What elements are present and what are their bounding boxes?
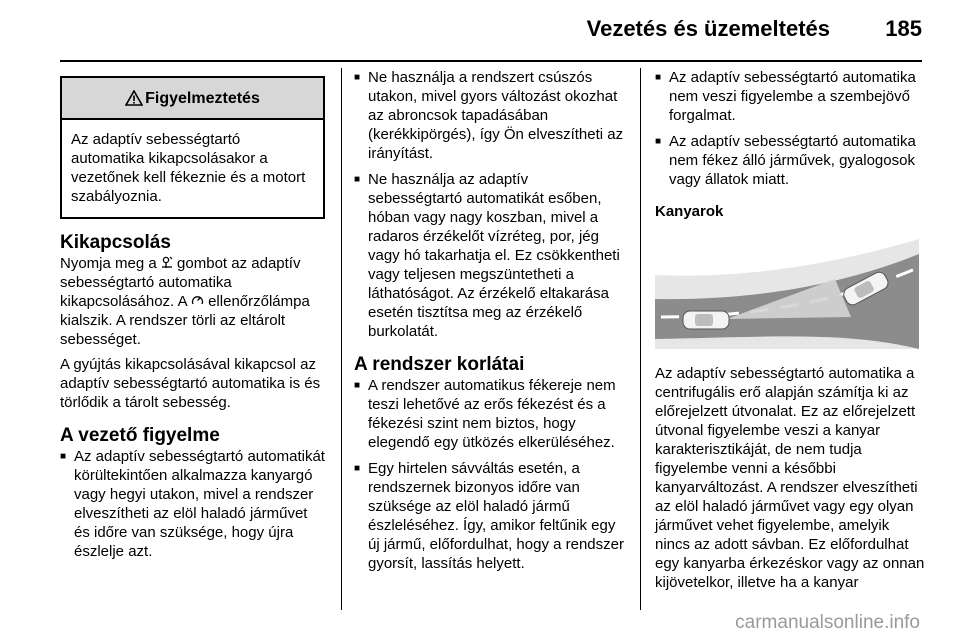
list-item: ■ Az adaptív sebességtartó automatika nem fékez álló járművek, gyalogosok vagy állatok miatt. — [655, 132, 925, 189]
warning-heading: Figyelmeztetés — [145, 89, 260, 107]
section-heading-rendszer-korlatai: A rendszer korlátai — [354, 354, 525, 375]
list-item: ■ Az adaptív sebességtartó automatikát körültekintően alkalmazza kanyargó vagy hegyi utakon, mivel a rendszer elveszítheti az elöl haladó járművet és időre van szüksége, hogy újra észlelje azt. — [60, 447, 325, 561]
header-rule — [60, 60, 922, 62]
section-heading-kikapcsolas: Kikapcsolás — [60, 232, 171, 253]
column-3 — [655, 68, 925, 592]
column-divider — [341, 68, 342, 610]
kikapcsolas-paragraph-1 — [60, 254, 325, 349]
page-title: Vezetés és üzemeltetés — [586, 16, 830, 41]
page-header — [0, 16, 922, 46]
kikapcsolas-paragraph-2: A gyújtás kikapcsolásával kikapcsol az adaptív sebességtartó automatika is és törlődik a tárolt sebesség. — [60, 356, 321, 411]
list-item: ■ Ne használja az adaptív sebességtartó automatikát esőben, hóban vagy nagy koszban, mivel a radaros érzékelőt vízréteg, por, jég vagy hó takarhatja el. Ez csökkentheti vagy teljesen megszüntetheti a láthatóságot. Az érzékelő eltakarása esetén tisztítsa meg az érzékelő burkolatát. — [354, 170, 624, 341]
korlatai-bullet-list — [354, 376, 624, 573]
text-fragment: gombot az adaptív sebességtartó automatika kikapcsolásához. A — [60, 255, 301, 310]
list-item: ■ Ne használja a rendszert csúszós utakon, mivel gyors változást okozhat az abroncsok tapadásában (kerékkipörgés), így Ön elveszítheti az irányítást. — [354, 68, 624, 163]
kanyarok-paragraph: Az adaptív sebességtartó automatika a centrifugális erő alapján számítja ki az előrejelzett útvonalat. Ez az előrejelzett útvonal figyelembe veszi a kanyar karakterisztikáját, de nem tudja figyelembe venni a későbbi kanyarváltozást. A rendszer elveszítheti az elöl haladó járművet vagy egy olyan járművet vehet figyelembe, amelyik nincs az adott sávban. Ez előfordulhat egy kanyarba érkezéskor vagy az onnan kijövetelkor, illetve ha a kanyar — [655, 365, 925, 591]
col2-bullet-list — [354, 68, 624, 341]
cruise-off-button-icon — [161, 256, 173, 269]
text-fragment: ellenőrzőlámpa kialszik. A rendszer törli az eltárolt sebességet. — [60, 293, 310, 348]
warning-box — [60, 76, 325, 219]
warning-text: Az adaptív sebességtartó automatika kikapcsolásakor a vezetőnek kell fékeznie és a motort szabályoznia. — [71, 131, 306, 205]
warning-triangle-icon — [125, 90, 143, 106]
list-item: ■ A rendszer automatikus fékereje nem teszi lehetővé az erős fékezést és a fékezési szint nem biztos, hogy elegendő egy ütközés elkerüléséhez. — [354, 376, 624, 452]
list-item: ■ Egy hirtelen sávváltás esetén, a rendszernek bizonyos időre van szüksége az elöl haladó jármű észleléséhez. Így, amikor feltűnik egy új jármű, előfordulhat, hogy a rendszer gyorsít, lassítás helyett. — [354, 459, 624, 573]
page-number: 185 — [885, 16, 922, 41]
rear-car-icon — [683, 311, 729, 329]
col3-bullet-list — [655, 68, 925, 189]
column-1 — [60, 68, 325, 568]
watermark-text: carmanualsonline.info — [735, 612, 920, 633]
curve-illustration — [655, 239, 919, 349]
vezeto-bullet-list — [60, 447, 325, 561]
section-heading-vezeto-figyelme: A vezető figyelme — [60, 425, 220, 446]
section-heading-kanyarok: Kanyarok — [655, 203, 724, 220]
warning-header — [62, 78, 323, 120]
text-fragment: Nyomja meg a — [60, 255, 157, 272]
column-divider — [640, 68, 641, 610]
column-2 — [354, 68, 624, 580]
list-item: ■ Az adaptív sebességtartó automatika nem veszi figyelembe a szembejövő forgalmat. — [655, 68, 925, 125]
cruise-control-lamp-icon — [191, 294, 204, 307]
